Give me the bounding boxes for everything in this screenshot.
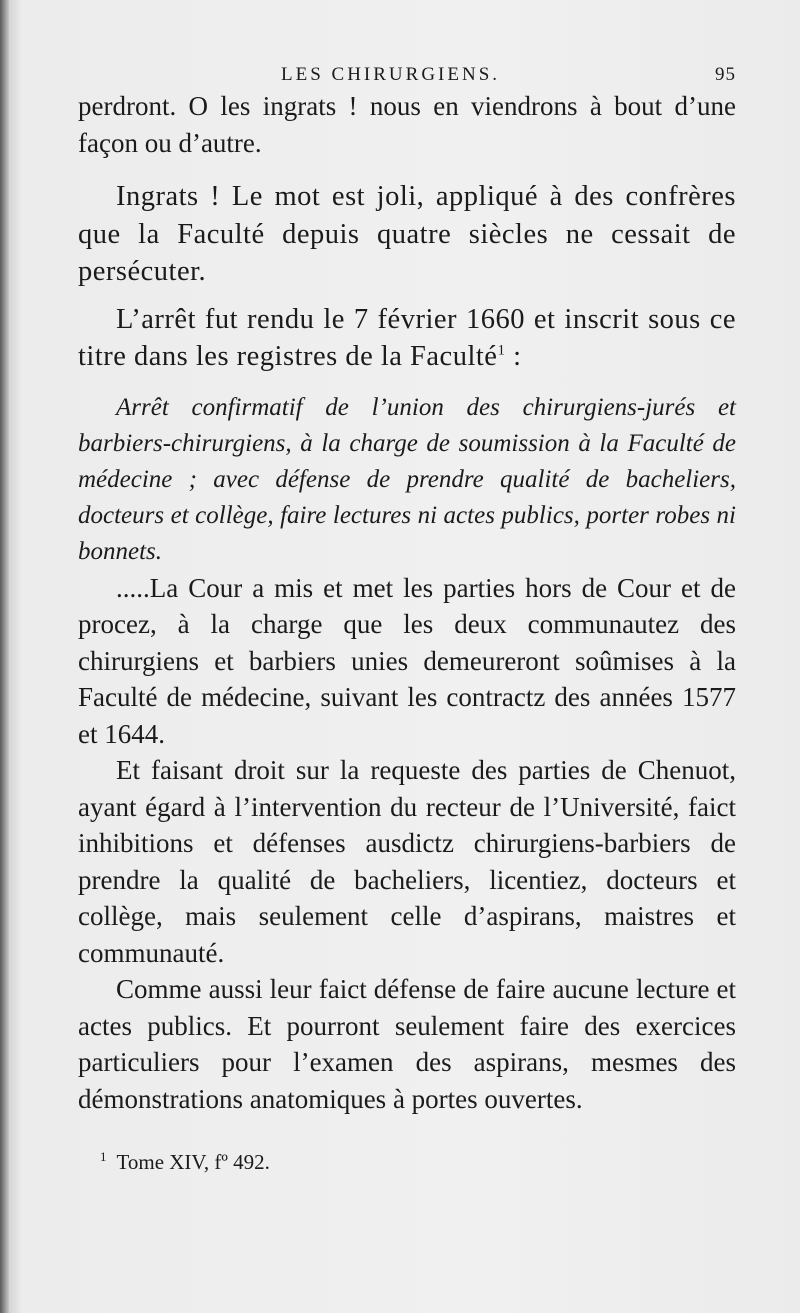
footnote-mark: 1 (100, 1149, 107, 1164)
text-block (78, 54, 736, 1176)
footnote-text: Tome XIV, fº 492. (116, 1150, 270, 1174)
paragraph-arret-text: L’arrêt fut rendu le 7 février 1660 et inscrit sous ce titre dans les registres de la Faculté (78, 303, 736, 372)
paragraph-cour: .....La Cour a mis et met les parties hors de Cour et de procez, à la charge que les deux communautez des chirurgiens et barbiers unies demeureront soûmises à la Faculté de médecine, suivant les contractz des années 1577 et 1644. (78, 572, 736, 749)
running-title: LES CHIRURGIENS. (281, 64, 501, 85)
paragraph-ingrats: Ingrats ! Le mot est joli, appliqué à des confrères que la Faculté depuis quatre siècles ne cessait de persécuter. (78, 181, 736, 287)
paragraph-requeste: Et faisant droit sur la requeste des parties de Chenuot, ayant égard à l’intervention du recteur de l’Université, faict inhibitions et défenses ausdictz chirurgiens-barbiers de prendre la qualité de bacheliers, licentiez, docteurs et collège, mais seulement celle d’aspirans, maistres et communauté. (78, 755, 736, 968)
paragraph-arret-tail: : (505, 341, 522, 372)
footnote (78, 1143, 736, 1176)
footnote-reference: 1 (497, 342, 506, 359)
running-head (78, 54, 736, 88)
page-binding-edge (0, 0, 9, 1313)
paragraph-continuation: perdront. O les ingrats ! nous en viendrons à bout d’une façon ou d’autre. (78, 91, 736, 158)
paragraph-defense: Comme aussi leur faict défense de faire aucune lecture et actes publics. Et pourront seulement faire des exercices particuliers pour l’examen des aspirans, mesmes des démonstrations anatomiques à portes ouvertes. (78, 974, 736, 1114)
italic-decree-title: Arrêt confirmatif de l’union des chirurgiens-jurés et barbiers-chirurgiens, à la charge de soumission à la Faculté de médecine ; avec défense de prendre qualité de bacheliers, docteurs et collège, faire lectures ni actes publics, porter robes ni bonnets. (78, 393, 736, 565)
page-number: 95 (715, 64, 736, 85)
paragraph-arret (78, 301, 736, 376)
